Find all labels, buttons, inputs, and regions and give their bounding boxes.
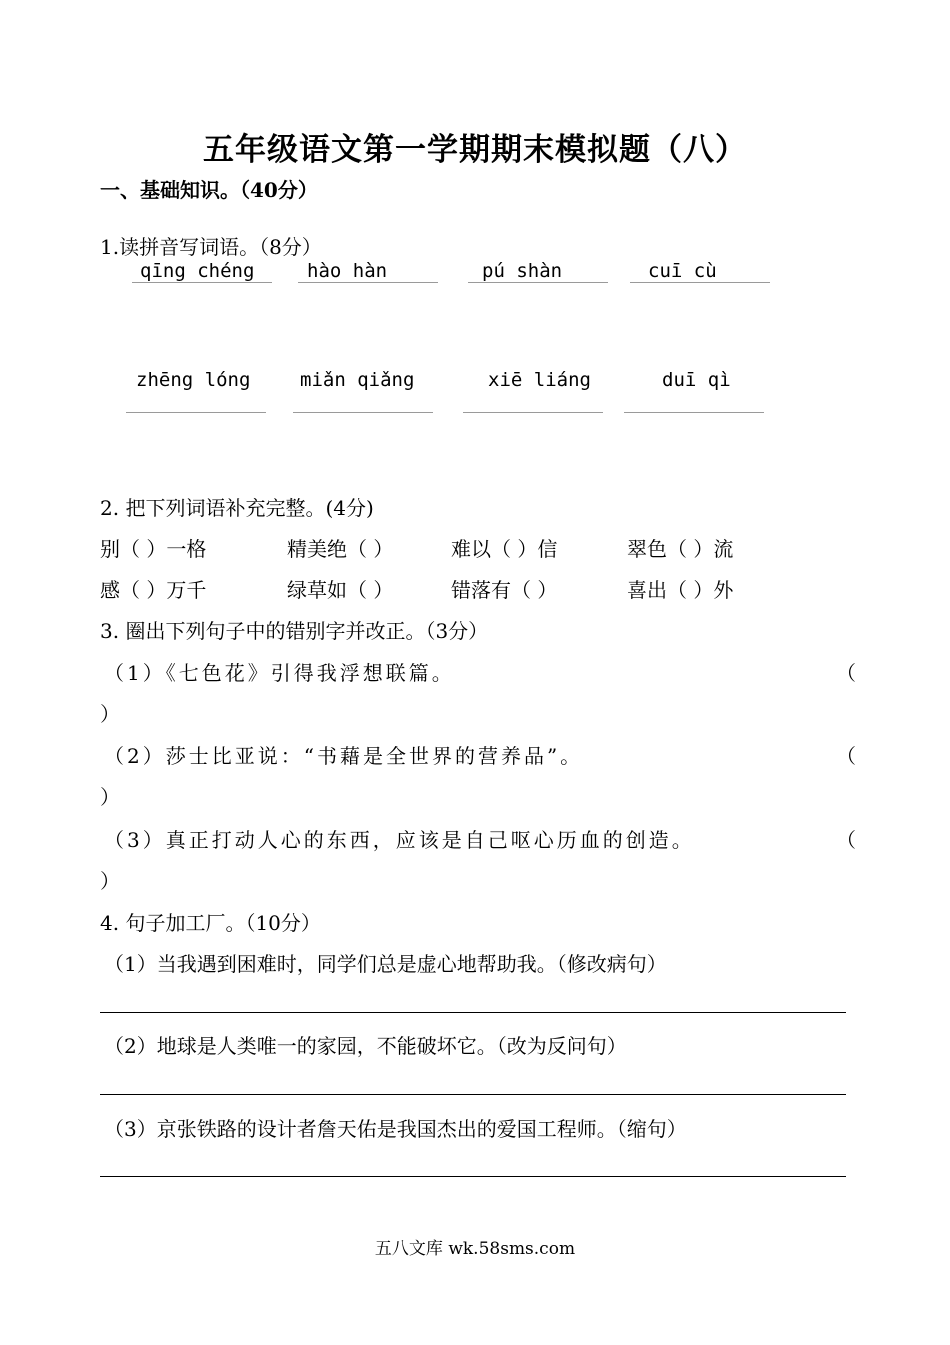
fill-item: 别（ ）一格 [100, 537, 207, 561]
answer-line[interactable] [132, 282, 272, 283]
pinyin: xiē liáng [488, 369, 591, 391]
sentence: （1）当我遇到困难时，同学们总是虚心地帮助我。（修改病句） [104, 952, 667, 976]
question-3-label: 3. 圈出下列句子中的错别字并改正。（3分） [100, 619, 489, 643]
pinyin: cuī cù [648, 260, 717, 282]
pinyin: hào hàn [307, 260, 388, 282]
pinyin: qīng chéng [140, 260, 255, 282]
fill-item: 难以（ ）信 [451, 537, 558, 561]
close-paren: ） [100, 869, 120, 893]
footer: 五八文库 wk.58sms.com [374, 1239, 576, 1259]
question-2-label: 2. 把下列词语补充完整。(4分) [100, 496, 374, 520]
sentence: （2）地球是人类唯一的家园，不能破坏它。（改为反问句） [104, 1034, 627, 1058]
pinyin: zhēng lóng [136, 369, 251, 391]
answer-line[interactable] [100, 1176, 846, 1177]
open-paren: （ [836, 744, 856, 768]
fill-item: 感（ ）万千 [100, 578, 207, 602]
page-title: 五年级语文第一学期期末模拟题（八） [203, 132, 747, 168]
sentence: （3）京张铁路的设计者詹天佑是我国杰出的爱国工程师。（缩句） [104, 1117, 687, 1141]
sentence: （2）莎士比亚说：“书藉是全世界的营养品”。 [104, 744, 584, 768]
close-paren: ） [100, 702, 120, 726]
section-heading: 一、基础知识。（40分） [100, 178, 318, 202]
close-paren: ） [100, 785, 120, 809]
answer-line[interactable] [100, 1012, 846, 1013]
answer-line[interactable] [463, 412, 603, 413]
answer-line[interactable] [100, 1094, 846, 1095]
pinyin: miǎn qiǎng [300, 369, 415, 391]
question-4-label: 4. 句子加工厂。（10分） [100, 911, 321, 935]
question-1-label: 1.读拼音写词语。（8分） [100, 235, 322, 259]
sentence: （3）真正打动人心的东西，应该是自己呕心历血的创造。 [104, 828, 695, 852]
sentence: （1）《七色花》引得我浮想联篇。 [104, 661, 455, 685]
answer-line[interactable] [624, 412, 764, 413]
pinyin: duī qì [662, 369, 731, 391]
open-paren: （ [836, 661, 856, 685]
answer-line[interactable] [293, 412, 433, 413]
open-paren: （ [836, 828, 856, 852]
fill-item: 翠色（ ）流 [627, 537, 734, 561]
fill-item: 绿草如（ ） [287, 578, 394, 602]
answer-line[interactable] [126, 412, 266, 413]
answer-line[interactable] [468, 282, 608, 283]
answer-line[interactable] [630, 282, 770, 283]
fill-item: 错落有（ ） [451, 578, 558, 602]
pinyin: pú shàn [482, 260, 563, 282]
fill-item: 喜出（ ）外 [627, 578, 734, 602]
fill-item: 精美绝（ ） [287, 537, 394, 561]
answer-line[interactable] [298, 282, 438, 283]
